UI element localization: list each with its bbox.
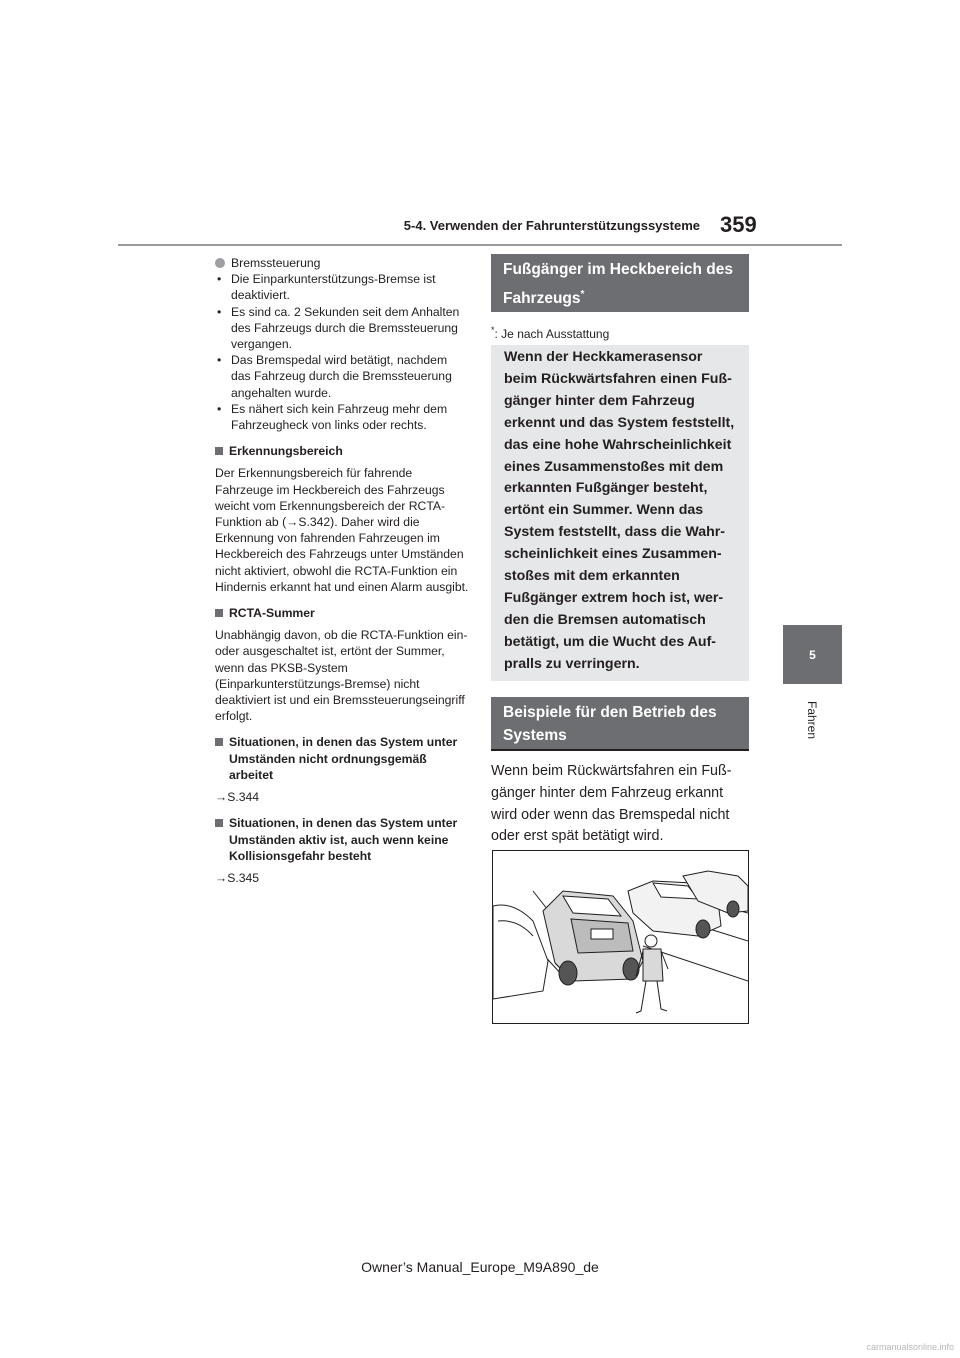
page-reference-link[interactable]: →S.345	[215, 870, 260, 885]
subsection-text: Der Erkennungsbereich für fahrende Fahrzeuge im Heckbereich des Fahrzeugs weicht vom Erkennungsbereich der RCTA-Funktion ab (→S.342). Daher wird die Erkennung von fahrenden Fahrzeugen im Heckbereich des Fahrzeugs unter Umständen nicht aktiviert, obwohl die RCTA-Funktion ein Hindernis erkannt hat und einen Alarm ausgibt.	[215, 466, 469, 594]
chapter-tab[interactable]	[783, 625, 842, 684]
list-item: • Es nähert sich kein Fahrzeug mehr dem Fahrzeugheck von links oder rechts.	[215, 401, 470, 433]
watermark: carmanualsonline.info	[866, 1342, 954, 1352]
section-heading: Fußgänger im Heckbereich des Fahrzeugs*	[491, 254, 749, 312]
parking-illustration	[492, 850, 749, 1024]
info-line: pralls zu verringern.	[504, 655, 640, 672]
info-line: Fußgänger extrem hoch ist, wer-	[504, 589, 724, 606]
section-pedestrian-rear	[491, 254, 749, 312]
list-item: • Das Bremspedal wird betätigt, nachdem das Fahrzeug durch die Bremssteuerung angehalten wurde.	[215, 352, 470, 401]
info-line: beim Rückwärtsfahren einen Fuß-	[504, 370, 732, 387]
parking-lot-drawing	[493, 851, 748, 1023]
chapter-number: 5	[809, 647, 816, 662]
info-line: scheinlichkeit eines Zusammen-	[504, 546, 722, 563]
info-line: erkannten Fußgänger besteht,	[504, 480, 708, 497]
info-line: das eine hohe Wahrscheinlichkeit	[504, 436, 732, 453]
square-bullet-icon	[215, 819, 223, 827]
subsection-heading: Situationen, in denen das System unter Umständen aktiv ist, auch wenn keine Kollisionsgefahr besteht	[229, 816, 458, 863]
page-number: 359	[720, 212, 757, 237]
info-line: Wenn der Heckkamerasensor	[504, 349, 703, 365]
subsection-heading: Erkennungsbereich	[229, 444, 343, 459]
info-line: betätigt, um die Wucht des Auf-	[504, 633, 717, 650]
page-reference-link[interactable]: →S.344	[215, 790, 260, 805]
header-divider	[118, 244, 842, 246]
section-false-activation-situations	[215, 815, 470, 886]
section-title: 5-4. Verwenden der Fahrunterstützungssysteme	[403, 218, 700, 233]
info-line: gänger hinter dem Fahrzeug	[504, 392, 695, 409]
square-bullet-icon	[215, 609, 223, 617]
info-box	[491, 345, 749, 681]
section-malfunction-situations	[215, 734, 470, 805]
list-item: • Es sind ca. 2 Sekunden seit dem Anhalten des Fahrzeugs durch die Bremssteuerung vergangen.	[215, 304, 470, 353]
section-heading: Beispiele für den Betrieb des Systems	[491, 697, 749, 751]
subsection-heading: Situationen, in denen das System unter Umständen nicht ordnungsgemäß arbeitet	[229, 735, 458, 782]
footer-text: Owner’s Manual_Europe_M9A890_de	[361, 1259, 599, 1275]
info-line: erkennt und das System feststellt,	[504, 414, 735, 431]
info-line: System feststellt, dass die Wahr-	[504, 524, 726, 541]
left-column	[215, 255, 470, 886]
section-erkennungsbereich	[215, 443, 470, 595]
info-line: den die Bremsen automatisch	[504, 611, 706, 628]
example-description: Wenn beim Rückwärtsfahren ein Fuß- gänger hinter dem Fahrzeug erkannt wird oder wenn das Bremspedal nicht oder erst spät betätigt wird.	[491, 763, 732, 845]
chapter-label: Fahren	[805, 700, 820, 740]
subsection-heading: RCTA-Summer	[229, 606, 315, 621]
brake-control-heading: Bremssteuerung	[215, 255, 470, 271]
square-bullet-icon	[215, 447, 223, 455]
info-line: stoßes mit dem erkannten	[504, 568, 680, 585]
circle-bullet-icon	[215, 258, 225, 268]
brake-control-list	[215, 271, 470, 433]
info-line: eines Zusammenstoßes mit dem	[504, 458, 724, 475]
section-rcta-summer	[215, 605, 470, 724]
square-bullet-icon	[215, 738, 223, 746]
footnote: *: Je nach Ausstattung	[491, 325, 610, 341]
info-line: ertönt ein Summer. Wenn das	[504, 502, 704, 519]
list-item: • Die Einparkunterstützungs-Bremse ist deaktiviert.	[215, 271, 470, 303]
section-operation-examples	[491, 697, 749, 751]
subsection-text: Unabhängig davon, ob die RCTA-Funktion ein- oder ausgeschaltet ist, ertönt der Summer, wenn das PKSB-System (Einparkunterstützungs-Bremse) nicht deaktiviert ist und ein Bremssteuerungseingriff erfolgt.	[215, 628, 468, 724]
chapter-label-container	[783, 690, 842, 750]
